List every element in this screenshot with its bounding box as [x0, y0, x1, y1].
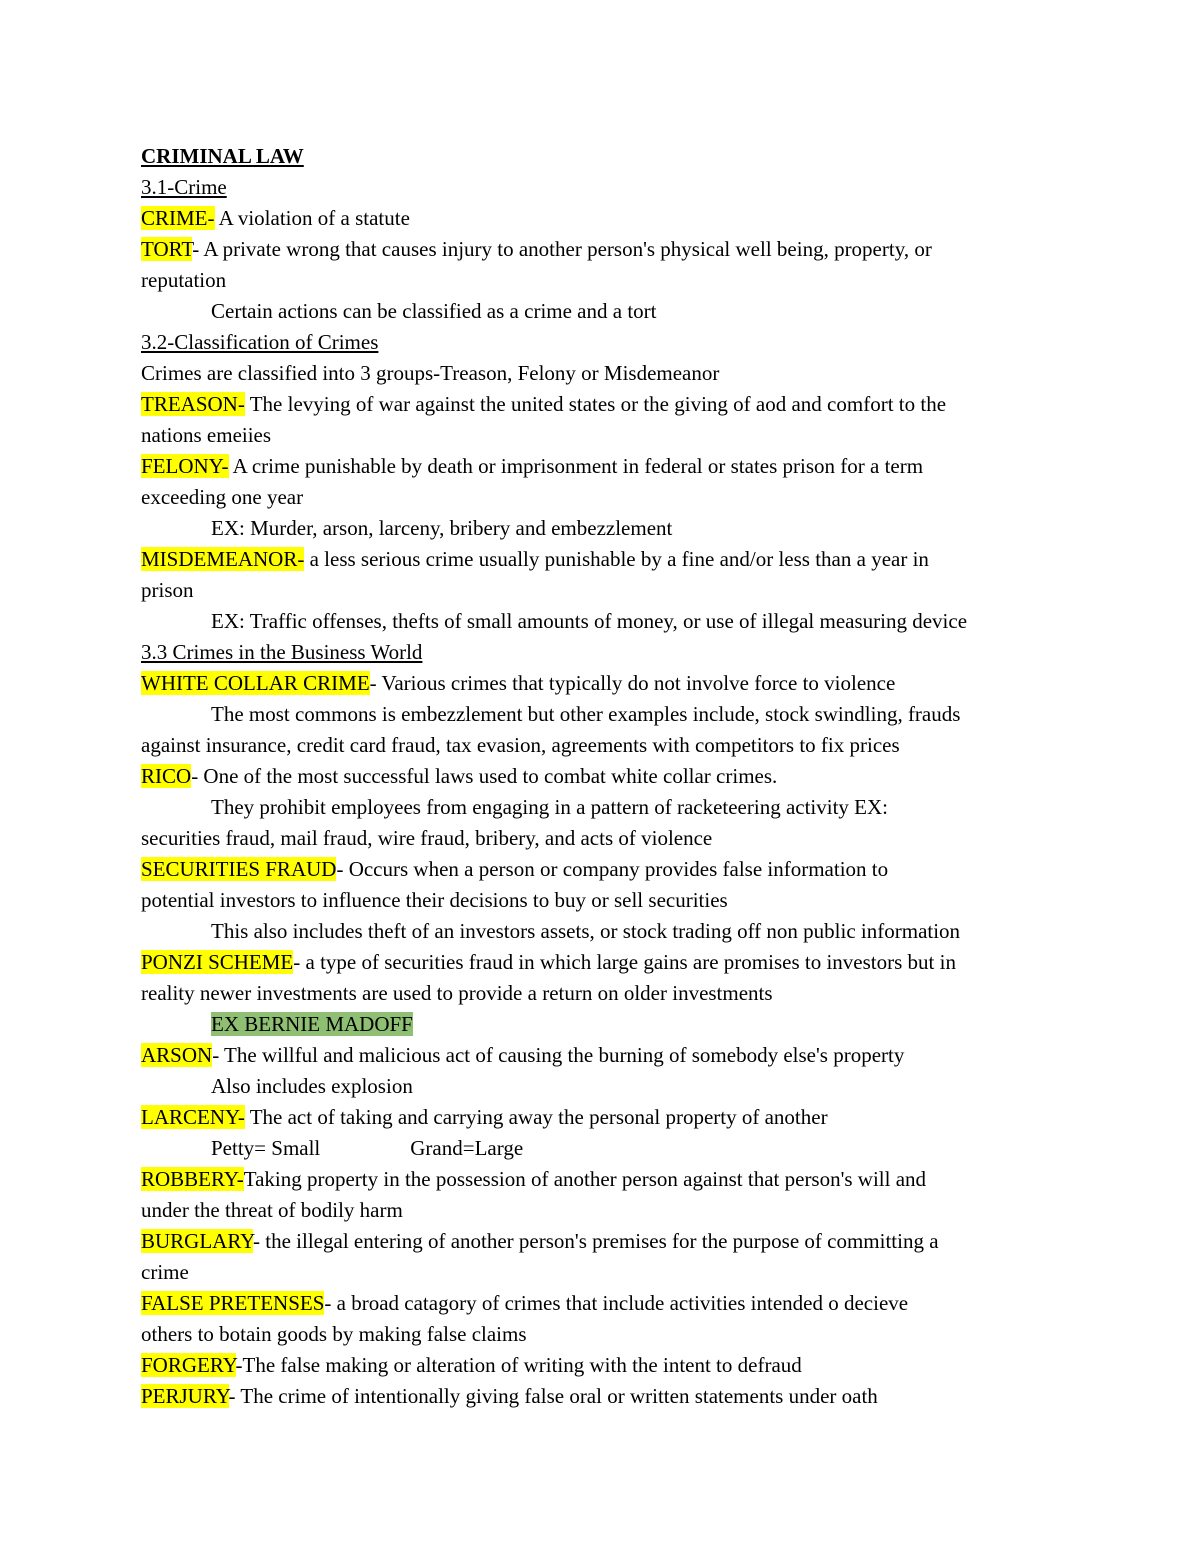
def-ponzi-line2: reality newer investments are used to provide a return on older investments	[141, 981, 773, 1005]
term-felony: FELONY-	[141, 454, 229, 478]
term-burglary: BURGLARY	[141, 1229, 254, 1253]
example-text: EX: Murder, arson, larceny, bribery and embezzlement	[211, 516, 673, 540]
def-false-pretenses-line1: - a broad catagory of crimes that include activities intended o decieve	[324, 1291, 909, 1315]
larceny-grand: Grand=Large	[410, 1136, 524, 1160]
def-perjury: - The crime of intentionally giving false oral or written statements under oath	[228, 1384, 878, 1408]
definition-white-collar	[141, 668, 1076, 699]
document-title: CRIMINAL LAW	[141, 144, 304, 168]
section-heading-text: 3.1-Crime	[141, 175, 227, 199]
larceny-petty: Petty= Small	[211, 1136, 321, 1160]
note-securities-fraud	[141, 916, 1076, 947]
definition-ponzi-continued	[141, 978, 1076, 1009]
document-title-line	[141, 141, 1076, 172]
def-felony-line1: A crime punishable by death or imprisonment in federal or states prison for a term	[228, 454, 924, 478]
definition-robbery	[141, 1164, 1076, 1195]
definition-larceny	[141, 1102, 1076, 1133]
example-misdemeanor	[141, 606, 1076, 637]
def-misdemeanor-line1: a less serious crime usually punishable by a fine and/or less than a year in	[304, 547, 929, 571]
def-larceny: The act of taking and carrying away the personal property of another	[244, 1105, 828, 1129]
definition-crime	[141, 203, 1076, 234]
note-larceny	[141, 1133, 1076, 1164]
note-text: Also includes explosion	[211, 1074, 413, 1098]
def-tort-line1: - A private wrong that causes injury to another person's physical well being, property, or	[192, 237, 932, 261]
definition-treason	[141, 389, 1076, 420]
definition-securities-fraud-continued	[141, 885, 1076, 916]
definition-arson	[141, 1040, 1076, 1071]
def-arson: - The willful and malicious act of causing the burning of somebody else's property	[212, 1043, 905, 1067]
term-white-collar: WHITE COLLAR CRIME	[141, 671, 370, 695]
definition-false-pretenses-continued	[141, 1319, 1076, 1350]
definition-felony-continued	[141, 482, 1076, 513]
def-securities-fraud-line2: potential investors to influence their decisions to buy or sell securities	[141, 888, 728, 912]
definition-misdemeanor	[141, 544, 1076, 575]
note-rico-continued	[141, 823, 1076, 854]
def-rico: - One of the most successful laws used to combat white collar crimes.	[191, 764, 778, 788]
term-ponzi: PONZI SCHEME	[141, 950, 294, 974]
term-false-pretenses: FALSE PRETENSES	[141, 1291, 325, 1315]
definition-ponzi	[141, 947, 1076, 978]
term-perjury: PERJURY	[141, 1384, 229, 1408]
section-heading-3-3	[141, 637, 1076, 668]
def-forgery: -The false making or alteration of writing with the intent to defraud	[235, 1353, 802, 1377]
section-heading-text: 3.2-Classification of Crimes	[141, 330, 379, 354]
def-burglary-line2: crime	[141, 1260, 189, 1284]
section-heading-3-2	[141, 327, 1076, 358]
example-text: EX: Traffic offenses, thefts of small amounts of money, or use of illegal measuring device	[211, 609, 968, 633]
definition-treason-continued	[141, 420, 1076, 451]
definition-false-pretenses	[141, 1288, 1076, 1319]
def-false-pretenses-line2: others to botain goods by making false claims	[141, 1322, 527, 1346]
definition-robbery-continued	[141, 1195, 1076, 1226]
def-robbery-line1: Taking property in the possession of another person against that person's will and	[243, 1167, 927, 1191]
classification-intro	[141, 358, 1076, 389]
note-white-collar-continued	[141, 730, 1076, 761]
example-felony	[141, 513, 1076, 544]
term-forgery: FORGERY	[141, 1353, 236, 1377]
definition-burglary	[141, 1226, 1076, 1257]
term-arson: ARSON	[141, 1043, 213, 1067]
note-rico	[141, 792, 1076, 823]
def-crime: A violation of a statute	[214, 206, 410, 230]
note-text: Certain actions can be classified as a crime and a tort	[211, 299, 657, 323]
definition-perjury	[141, 1381, 1076, 1412]
note-white-collar	[141, 699, 1076, 730]
note-text: They prohibit employees from engaging in a pattern of racketeering activity EX:	[211, 795, 889, 819]
definition-securities-fraud	[141, 854, 1076, 885]
term-larceny: LARCENY-	[141, 1105, 245, 1129]
example-bernie-madoff: EX BERNIE MADOFF	[211, 1012, 413, 1036]
def-treason-line1: The levying of war against the united states or the giving of aod and comfort to the	[244, 392, 947, 416]
definition-forgery	[141, 1350, 1076, 1381]
def-securities-fraud-line1: - Occurs when a person or company provides false information to	[336, 857, 889, 881]
term-securities-fraud: SECURITIES FRAUD	[141, 857, 337, 881]
def-robbery-line2: under the threat of bodily harm	[141, 1198, 403, 1222]
def-burglary-line1: - the illegal entering of another person's premises for the purpose of committing a	[253, 1229, 939, 1253]
definition-misdemeanor-continued	[141, 575, 1076, 606]
note-text: against insurance, credit card fraud, tax evasion, agreements with competitors to fix prices	[141, 733, 900, 757]
intro-text: Crimes are classified into 3 groups-Treason, Felony or Misdemeanor	[141, 361, 720, 385]
definition-burglary-continued	[141, 1257, 1076, 1288]
section-heading-3-1	[141, 172, 1076, 203]
def-misdemeanor-line2: prison	[141, 578, 194, 602]
definition-tort-continued	[141, 265, 1076, 296]
term-treason: TREASON-	[141, 392, 245, 416]
term-misdemeanor: MISDEMEANOR-	[141, 547, 305, 571]
term-robbery: ROBBERY-	[141, 1167, 244, 1191]
note-text: The most commons is embezzlement but other examples include, stock swindling, frauds	[211, 702, 961, 726]
term-rico: RICO	[141, 764, 192, 788]
section-heading-text: 3.3 Crimes in the Business World	[141, 640, 423, 664]
note-text: This also includes theft of an investors assets, or stock trading off non public information	[211, 919, 961, 943]
def-ponzi-line1: - a type of securities fraud in which large gains are promises to investors but in	[293, 950, 956, 974]
def-tort-line2: reputation	[141, 268, 227, 292]
document-page	[141, 141, 1076, 1412]
term-tort: TORT	[141, 237, 193, 261]
definition-tort	[141, 234, 1076, 265]
definition-rico	[141, 761, 1076, 792]
definition-felony	[141, 451, 1076, 482]
term-crime: CRIME-	[141, 206, 215, 230]
note-text: securities fraud, mail fraud, wire fraud, bribery, and acts of violence	[141, 826, 713, 850]
example-ponzi	[141, 1009, 1076, 1040]
def-white-collar: - Various crimes that typically do not involve force to violence	[369, 671, 896, 695]
note-crime-tort	[141, 296, 1076, 327]
note-arson	[141, 1071, 1076, 1102]
def-felony-line2: exceeding one year	[141, 485, 304, 509]
def-treason-line2: nations emeiies	[141, 423, 272, 447]
